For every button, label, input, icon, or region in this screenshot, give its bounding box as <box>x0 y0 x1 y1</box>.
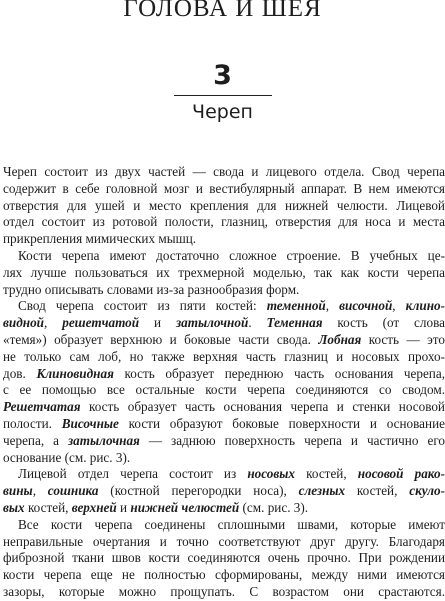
text-line <box>3 248 445 265</box>
text-line <box>3 349 445 366</box>
bold-term: решетчатой <box>62 315 140 331</box>
text-run: кости черепа еще не полностью сформированы, между ними имеются <box>3 567 445 583</box>
text-run: «темя») образует верхнюю и боковые части свода. <box>3 331 319 347</box>
text-run: фиброзной ткани швов кости соединяются очень прочно. При рождении <box>3 550 445 566</box>
bold-term: Решетчатая <box>3 399 81 415</box>
text-run: , <box>44 315 63 331</box>
text-line <box>3 164 445 181</box>
bold-term: Клиновидная <box>36 365 114 381</box>
text-run: , <box>32 483 48 499</box>
bold-term: видной <box>3 315 45 331</box>
text-run: отверстия для ушей и место крепления для нижней челюсти. Лицевой <box>3 197 445 213</box>
text-line <box>3 517 445 534</box>
text-line <box>3 584 445 601</box>
text-run: трудно описывать словами из-за разнообразия форм. <box>3 281 300 297</box>
text-run: не только сам лоб, но также верхняя часть глазниц и носовых прохо- <box>3 348 445 364</box>
text-line <box>3 399 445 416</box>
text-run: кости образуют боковые поверхности и основание <box>118 415 445 431</box>
text-run: . <box>248 315 267 331</box>
bold-term: Теменная <box>266 315 323 331</box>
bold-term: Лобная <box>318 331 362 347</box>
bold-term: затылочная <box>68 432 140 448</box>
bold-term: затылочной <box>175 315 249 331</box>
text-run: (костной перегородки носа), <box>98 483 299 499</box>
bold-term: верхней <box>71 499 117 515</box>
text-line <box>3 500 445 517</box>
text-line <box>3 382 445 399</box>
text-line <box>3 214 445 231</box>
text-run: черепа, а <box>3 432 69 448</box>
text-line <box>3 550 445 567</box>
text-run: Кости черепа имеют достаточно сложное строение. В учебных це- <box>18 247 445 263</box>
text-run: Лицевой отдел черепа состоит из <box>18 466 248 482</box>
text-line <box>3 231 445 248</box>
text-line <box>3 433 445 450</box>
text-run: костей, <box>295 466 358 482</box>
text-line <box>3 466 445 483</box>
body-text <box>3 164 445 601</box>
bold-term: височной <box>339 298 393 314</box>
text-run: отдел состоит из ротовой полости, глазниц, отверстия для носа и места <box>3 214 445 230</box>
text-run: лях лучше пользоваться их трехмерной моделью, так как кости черепа <box>3 264 445 280</box>
text-run: костей, <box>24 499 72 515</box>
text-line <box>3 298 445 315</box>
text-line <box>3 534 445 551</box>
text-run: основание (см. рис. 3). <box>3 449 131 465</box>
bold-term: носовой рако- <box>357 466 445 482</box>
text-run: полости. <box>3 415 62 431</box>
bold-term: носовых <box>247 466 296 482</box>
text-run: Свод черепа состоит из пяти костей: <box>18 298 267 314</box>
text-line <box>3 282 445 299</box>
bold-term: сошника <box>47 483 99 499</box>
text-line <box>3 483 445 500</box>
text-run: и <box>116 499 131 515</box>
text-run: — заднюю поверхность черепа и частично его <box>139 432 445 448</box>
bold-term: вых <box>3 499 25 515</box>
text-run: кость (от слова <box>322 315 445 331</box>
text-run: неправильные очертания и точно соответствуют друг другу. Благодаря <box>3 533 445 549</box>
text-run: , <box>392 298 406 314</box>
text-line <box>3 265 445 282</box>
text-line <box>3 181 445 198</box>
text-run: кость образует переднюю часть основания черепа, <box>113 365 445 381</box>
text-line <box>3 567 445 584</box>
text-line <box>3 450 445 467</box>
chapter-title: Череп <box>192 101 253 123</box>
text-line <box>3 366 445 383</box>
chapter-number: 3 <box>213 60 232 91</box>
text-run: и <box>139 315 176 331</box>
bold-term: теменной <box>266 298 326 314</box>
bold-term: нижней челюстей <box>130 499 240 515</box>
bold-term: Височные <box>61 415 119 431</box>
text-run: с ее помощью все остальные кости черепа соединяются со сводом. <box>3 382 445 398</box>
text-run: дов. <box>3 365 37 381</box>
bold-term: скуло- <box>409 483 445 499</box>
text-run: кость — это <box>361 331 445 347</box>
text-line <box>3 416 445 433</box>
text-line <box>3 332 445 349</box>
text-run: прикрепления мимических мышц. <box>3 231 197 247</box>
text-run: зазоры, которые можно прощупать. С возрастом они срастаются. <box>3 583 445 599</box>
text-run: Череп состоит из двух частей — свода и лицевого отдела. Свод черепа <box>3 164 445 179</box>
text-run: содержит в себе головной мозг и вестибулярный аппарат. В нем имеются <box>3 180 445 196</box>
text-run: Все кости черепа соединены сплошными швами, которые имеют <box>18 516 445 532</box>
bold-term: слезных <box>298 483 346 499</box>
bold-term: вины <box>3 483 33 499</box>
text-run: кость образует часть основания черепа и стенки носовой <box>80 399 445 415</box>
text-run: , <box>325 298 340 314</box>
text-line <box>3 198 445 215</box>
bold-term: клино- <box>405 298 445 314</box>
text-run: костей, <box>345 483 410 499</box>
page-title: ГОЛОВА И ШЕЯ <box>123 0 322 22</box>
chapter-divider <box>174 95 272 96</box>
text-run: (см. рис. 3). <box>239 499 309 515</box>
text-line <box>3 315 445 332</box>
